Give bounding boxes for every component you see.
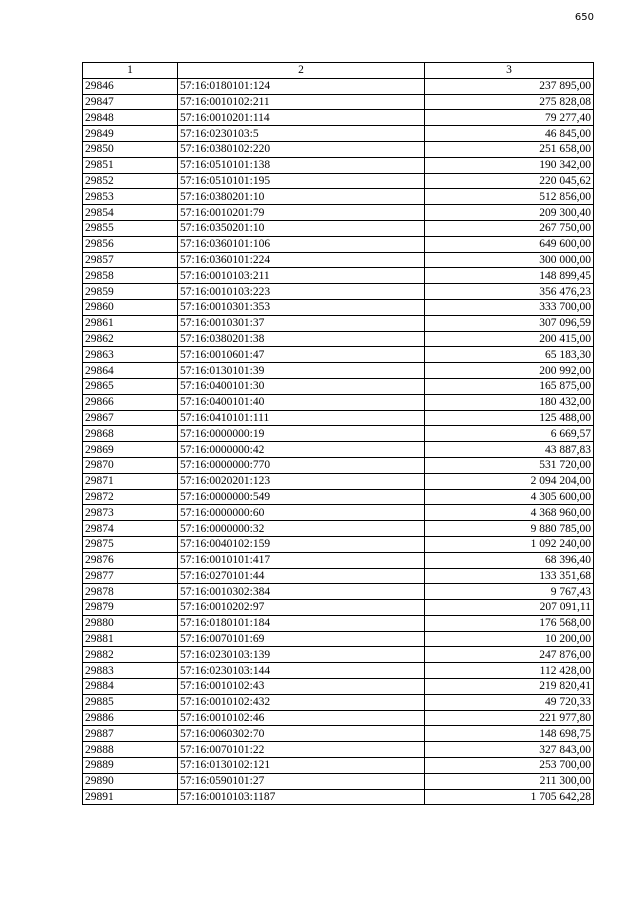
cadastral-value-table (82, 62, 594, 805)
value-cell: 1 705 642,28 (425, 789, 594, 805)
cadastral-number-cell: 57:16:0010102:46 (178, 710, 425, 726)
row-number-cell: 29882 (83, 647, 178, 663)
cadastral-number-cell: 57:16:0010201:114 (178, 110, 425, 126)
row-number-cell: 29889 (83, 758, 178, 774)
value-cell: 221 977,80 (425, 710, 594, 726)
cadastral-number-cell: 57:16:0010103:211 (178, 268, 425, 284)
cadastral-number-cell: 57:16:0010102:211 (178, 94, 425, 110)
row-number-cell: 29886 (83, 710, 178, 726)
value-cell: 247 876,00 (425, 647, 594, 663)
cadastral-number-cell: 57:16:0590101:27 (178, 773, 425, 789)
cadastral-number-cell: 57:16:0510101:138 (178, 157, 425, 173)
column-header-3: 3 (425, 63, 594, 79)
cadastral-number-cell: 57:16:0360101:106 (178, 236, 425, 252)
row-number-cell: 29873 (83, 505, 178, 521)
row-number-cell: 29872 (83, 489, 178, 505)
row-number-cell: 29887 (83, 726, 178, 742)
row-number-cell: 29848 (83, 110, 178, 126)
cadastral-number-cell: 57:16:0000000:549 (178, 489, 425, 505)
table-row (83, 442, 594, 458)
cadastral-number-cell: 57:16:0000000:32 (178, 521, 425, 537)
cadastral-number-cell: 57:16:0010103:223 (178, 284, 425, 300)
table-row (83, 284, 594, 300)
value-cell: 180 432,00 (425, 394, 594, 410)
value-cell: 148 698,75 (425, 726, 594, 742)
table-row (83, 236, 594, 252)
cadastral-number-cell: 57:16:0380102:220 (178, 141, 425, 157)
cadastral-number-cell: 57:16:0270101:44 (178, 568, 425, 584)
value-cell: 327 843,00 (425, 742, 594, 758)
cadastral-number-cell: 57:16:0010301:37 (178, 315, 425, 331)
cadastral-number-cell: 57:16:0180101:184 (178, 615, 425, 631)
row-number-cell: 29859 (83, 284, 178, 300)
cadastral-number-cell: 57:16:0410101:111 (178, 410, 425, 426)
row-number-cell: 29877 (83, 568, 178, 584)
table-body (83, 78, 594, 805)
row-number-cell: 29884 (83, 679, 178, 695)
table-row (83, 663, 594, 679)
row-number-cell: 29876 (83, 552, 178, 568)
row-number-cell: 29879 (83, 600, 178, 616)
value-cell: 46 845,00 (425, 126, 594, 142)
cadastral-number-cell: 57:16:0400101:40 (178, 394, 425, 410)
cadastral-number-cell: 57:16:0230103:144 (178, 663, 425, 679)
table-row (83, 268, 594, 284)
table-row (83, 126, 594, 142)
row-number-cell: 29853 (83, 189, 178, 205)
table-row (83, 141, 594, 157)
table-row (83, 205, 594, 221)
row-number-cell: 29880 (83, 615, 178, 631)
cadastral-number-cell: 57:16:0000000:42 (178, 442, 425, 458)
table-row (83, 679, 594, 695)
cadastral-number-cell: 57:16:0010302:384 (178, 584, 425, 600)
row-number-cell: 29868 (83, 426, 178, 442)
value-cell: 251 658,00 (425, 141, 594, 157)
cadastral-number-cell: 57:16:0010201:79 (178, 205, 425, 221)
row-number-cell: 29854 (83, 205, 178, 221)
cadastral-number-cell: 57:16:0000000:19 (178, 426, 425, 442)
cadastral-number-cell: 57:16:0360101:224 (178, 252, 425, 268)
table-row (83, 157, 594, 173)
table-row (83, 536, 594, 552)
row-number-cell: 29857 (83, 252, 178, 268)
cadastral-number-cell: 57:16:0350201:10 (178, 220, 425, 236)
table-row (83, 615, 594, 631)
value-cell: 65 183,30 (425, 347, 594, 363)
cadastral-number-cell: 57:16:0000000:60 (178, 505, 425, 521)
row-number-cell: 29866 (83, 394, 178, 410)
row-number-cell: 29875 (83, 536, 178, 552)
row-number-cell: 29858 (83, 268, 178, 284)
row-number-cell: 29862 (83, 331, 178, 347)
row-number-cell: 29871 (83, 473, 178, 489)
value-cell: 148 899,45 (425, 268, 594, 284)
row-number-cell: 29846 (83, 78, 178, 94)
table-row (83, 742, 594, 758)
table-row (83, 394, 594, 410)
value-cell: 237 895,00 (425, 78, 594, 94)
table-row (83, 726, 594, 742)
row-number-cell: 29856 (83, 236, 178, 252)
cadastral-number-cell: 57:16:0010102:43 (178, 679, 425, 695)
value-cell: 307 096,59 (425, 315, 594, 331)
value-cell: 200 415,00 (425, 331, 594, 347)
value-cell: 1 092 240,00 (425, 536, 594, 552)
row-number-cell: 29849 (83, 126, 178, 142)
row-number-cell: 29878 (83, 584, 178, 600)
value-cell: 512 856,00 (425, 189, 594, 205)
value-cell: 253 700,00 (425, 758, 594, 774)
cadastral-number-cell: 57:16:0020201:123 (178, 473, 425, 489)
row-number-cell: 29850 (83, 141, 178, 157)
row-number-cell: 29851 (83, 157, 178, 173)
row-number-cell: 29855 (83, 220, 178, 236)
cadastral-number-cell: 57:16:0380201:38 (178, 331, 425, 347)
value-cell: 4 368 960,00 (425, 505, 594, 521)
table-row (83, 647, 594, 663)
row-number-cell: 29861 (83, 315, 178, 331)
value-cell: 209 300,40 (425, 205, 594, 221)
table-row (83, 473, 594, 489)
cadastral-number-cell: 57:16:0010202:97 (178, 600, 425, 616)
table-row (83, 189, 594, 205)
table-row (83, 315, 594, 331)
table-row (83, 694, 594, 710)
cadastral-number-cell: 57:16:0060302:70 (178, 726, 425, 742)
value-cell: 79 277,40 (425, 110, 594, 126)
cadastral-number-cell: 57:16:0010301:353 (178, 299, 425, 315)
cadastral-number-cell: 57:16:0400101:30 (178, 378, 425, 394)
value-cell: 356 476,23 (425, 284, 594, 300)
table-row (83, 78, 594, 94)
column-header-1: 1 (83, 63, 178, 79)
row-number-cell: 29874 (83, 521, 178, 537)
row-number-cell: 29869 (83, 442, 178, 458)
table-row (83, 220, 594, 236)
cadastral-number-cell: 57:16:0070101:69 (178, 631, 425, 647)
value-cell: 9 767,43 (425, 584, 594, 600)
column-header-2: 2 (178, 63, 425, 79)
value-cell: 125 488,00 (425, 410, 594, 426)
row-number-cell: 29881 (83, 631, 178, 647)
cadastral-number-cell: 57:16:0230103:5 (178, 126, 425, 142)
value-cell: 6 669,57 (425, 426, 594, 442)
value-cell: 207 091,11 (425, 600, 594, 616)
row-number-cell: 29885 (83, 694, 178, 710)
value-cell: 133 351,68 (425, 568, 594, 584)
row-number-cell: 29852 (83, 173, 178, 189)
cadastral-number-cell: 57:16:0070101:22 (178, 742, 425, 758)
value-cell: 43 887,83 (425, 442, 594, 458)
table-row (83, 521, 594, 537)
table-row (83, 94, 594, 110)
value-cell: 531 720,00 (425, 457, 594, 473)
table-row (83, 758, 594, 774)
table-row (83, 252, 594, 268)
value-cell: 49 720,33 (425, 694, 594, 710)
value-cell: 275 828,08 (425, 94, 594, 110)
row-number-cell: 29867 (83, 410, 178, 426)
value-cell: 200 992,00 (425, 363, 594, 379)
cadastral-number-cell: 57:16:0510101:195 (178, 173, 425, 189)
table-header (83, 63, 594, 79)
table-row (83, 363, 594, 379)
table-row (83, 789, 594, 805)
cadastral-number-cell: 57:16:0130101:39 (178, 363, 425, 379)
cadastral-number-cell: 57:16:0010102:432 (178, 694, 425, 710)
table-row (83, 568, 594, 584)
value-cell: 649 600,00 (425, 236, 594, 252)
value-cell: 300 000,00 (425, 252, 594, 268)
row-number-cell: 29870 (83, 457, 178, 473)
row-number-cell: 29891 (83, 789, 178, 805)
row-number-cell: 29883 (83, 663, 178, 679)
table-row (83, 489, 594, 505)
table-row (83, 457, 594, 473)
cadastral-number-cell: 57:16:0130102:121 (178, 758, 425, 774)
cadastral-number-cell: 57:16:0040102:159 (178, 536, 425, 552)
value-cell: 2 094 204,00 (425, 473, 594, 489)
cadastral-number-cell: 57:16:0230103:139 (178, 647, 425, 663)
table-row (83, 426, 594, 442)
value-cell: 190 342,00 (425, 157, 594, 173)
cadastral-number-cell: 57:16:0010103:1187 (178, 789, 425, 805)
row-number-cell: 29860 (83, 299, 178, 315)
value-cell: 219 820,41 (425, 679, 594, 695)
header-row (83, 63, 594, 79)
row-number-cell: 29864 (83, 363, 178, 379)
table-row (83, 410, 594, 426)
value-cell: 333 700,00 (425, 299, 594, 315)
table-row (83, 347, 594, 363)
table-row (83, 552, 594, 568)
table-row (83, 299, 594, 315)
row-number-cell: 29865 (83, 378, 178, 394)
table-row (83, 584, 594, 600)
table-row (83, 505, 594, 521)
row-number-cell: 29888 (83, 742, 178, 758)
value-cell: 112 428,00 (425, 663, 594, 679)
value-cell: 176 568,00 (425, 615, 594, 631)
cadastral-number-cell: 57:16:0380201:10 (178, 189, 425, 205)
table-row (83, 378, 594, 394)
page-number: 650 (574, 12, 594, 23)
table-row (83, 773, 594, 789)
row-number-cell: 29847 (83, 94, 178, 110)
value-cell: 211 300,00 (425, 773, 594, 789)
table-row (83, 710, 594, 726)
cadastral-number-cell: 57:16:0180101:124 (178, 78, 425, 94)
value-cell: 220 045,62 (425, 173, 594, 189)
value-cell: 4 305 600,00 (425, 489, 594, 505)
value-cell: 68 396,40 (425, 552, 594, 568)
value-cell: 165 875,00 (425, 378, 594, 394)
table-row (83, 631, 594, 647)
table-row (83, 600, 594, 616)
value-cell: 9 880 785,00 (425, 521, 594, 537)
cadastral-number-cell: 57:16:0010601:47 (178, 347, 425, 363)
table-row (83, 110, 594, 126)
table-row (83, 331, 594, 347)
row-number-cell: 29863 (83, 347, 178, 363)
value-cell: 10 200,00 (425, 631, 594, 647)
row-number-cell: 29890 (83, 773, 178, 789)
cadastral-number-cell: 57:16:0000000:770 (178, 457, 425, 473)
table-row (83, 173, 594, 189)
value-cell: 267 750,00 (425, 220, 594, 236)
cadastral-number-cell: 57:16:0010101:417 (178, 552, 425, 568)
